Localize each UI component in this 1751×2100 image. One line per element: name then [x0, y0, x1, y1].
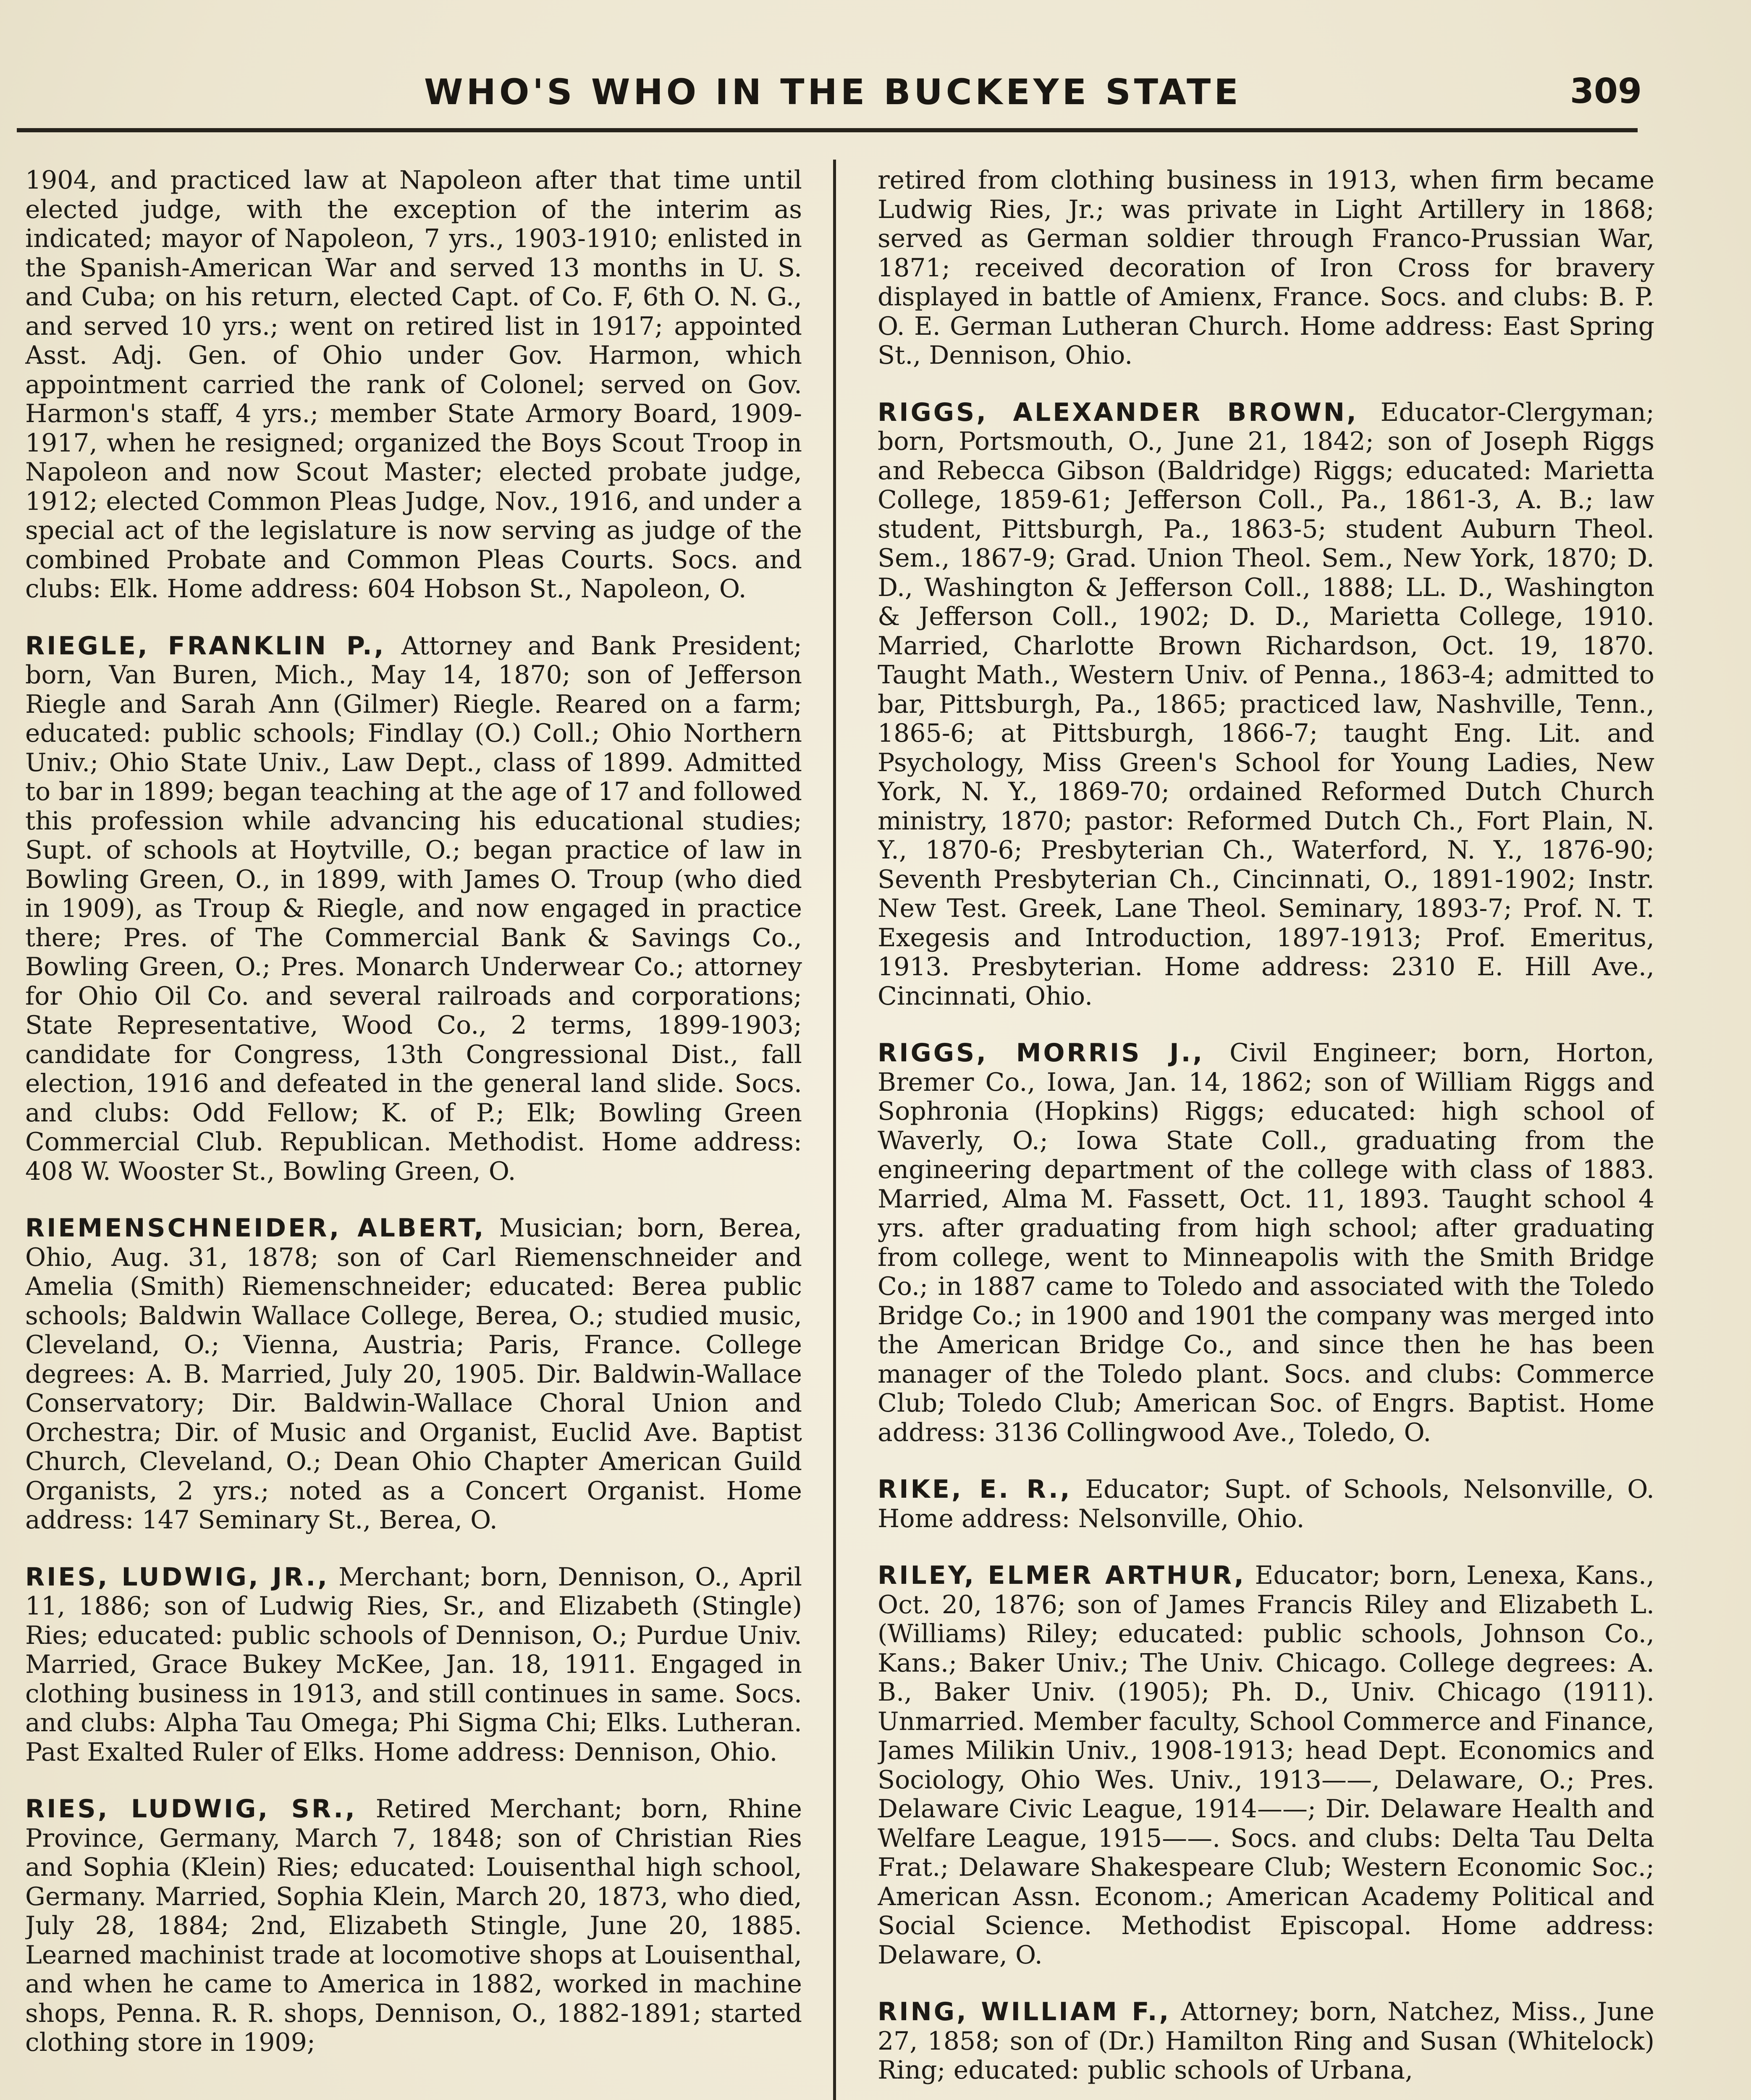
entry-name: RIGGS, MORRIS J., [878, 1038, 1205, 1068]
running-title: WHO'S WHO IN THE BUCKEYE STATE [424, 71, 1242, 113]
entry-text: Retired Merchant; born, Rhine Province, Germany, March 7, 1848; son of Christian Ries and Sophia (Klein) Ries; educated: Louisenthal high school, Germany. Married, Sophia Klein, March 20, 1873, who died, July 28, 1884; 2nd, Elizabeth Stingle, June 20, 1885. Learned machinist trade at locomotive shops at Louisenthal, and when he came to America in 1882, worked in machine shops, Penna. R. R. shops, Dennison, O., 1882-1891; started clothing store in 1909; [25, 1794, 802, 2057]
biography-entry [878, 1039, 1654, 1447]
entry-name: RIEGLE, FRANKLIN P., [25, 631, 386, 661]
right-column [878, 166, 1654, 2100]
entry-name: RIKE, E. R., [878, 1475, 1072, 1504]
entry-name: RING, WILLIAM F., [878, 1997, 1171, 2026]
entry-text: Educator-Clergyman; born, Portsmouth, O., June 21, 1842; son of Joseph Riggs and Rebecca Gibson (Baldridge) Riggs; educated: Marietta College, 1859-61; Jefferson Coll., Pa., 1861-3, A. B.; law student, Pittsburgh, Pa., 1863-5; student Auburn Theol. Sem., 1867-9; Grad. Union Theol. Sem., New York, 1870; D. D., Washington & Jefferson Coll., 1888; LL. D., Washington & Jefferson Coll., 1902; D. D., Marietta College, 1910. Married, Charlotte Brown Richardson, Oct. 19, 1870. Taught Math., Western Univ. of Penna., 1863-4; admitted to bar, Pittsburgh, Pa., 1865; practiced law, Nashville, Tenn., 1865-6; at Pittsburgh, 1866-7; taught Eng. Lit. and Psychology, Miss Green's School for Young Ladies, New York, N. Y., 1869-70; ordained Reformed Dutch Church ministry, 1870; pastor: Reformed Dutch Ch., Fort Plain, N. Y., 1870-6; Presbyterian Ch., Waterford, N. Y., 1876-90; Seventh Presbyterian Ch., Cincinnati, O., 1891-1902; Instr. New Test. Greek, Lane Theol. Seminary, 1893-7; Prof. N. T. Exegesis and Introduction, 1897-1913; Prof. Emeritus, 1913. Presbyterian. Home address: 2310 E. Hill Ave., Cincinnati, Ohio. [878, 397, 1654, 1011]
entry-text: Attorney; born, Natchez, Miss., June 27, 1858; son of (Dr.) Hamilton Ring and Susan (Whitelock) Ring; educated: public schools of Urbana, [878, 1997, 1654, 2085]
continued-entry: 1904, and practiced law at Napoleon after that time until elected judge, with the exception of the interim as indicated; mayor of Napoleon, 7 yrs., 1903-1910; enlisted in the Spanish-American War and served 13 months in U. S. and Cuba; on his return, elected Capt. of Co. F, 6th O. N. G., and served 10 yrs.; went on retired list in 1917; appointed Asst. Adj. Gen. of Ohio under Gov. Harmon, which appointment carried the rank of Colonel; served on Gov. Harmon's staff, 4 yrs.; member State Armory Board, 1909-1917, when he resigned; organized the Boys Scout Troop in Napoleon and now Scout Master; elected probate judge, 1912; elected Common Pleas Judge, Nov., 1916, and under a special act of the legislature is now serving as judge of the combined Probate and Common Pleas Courts. Socs. and clubs: Elk. Home address: 604 Hobson St., Napoleon, O. [25, 166, 802, 604]
biography-entry [878, 398, 1654, 1011]
entry-text: Attorney and Bank President; born, Van Buren, Mich., May 14, 1870; son of Jefferson Riegle and Sarah Ann (Gilmer) Riegle. Reared on a farm; educated: public schools; Findlay (O.) Coll.; Ohio Northern Univ.; Ohio State Univ., Law Dept., class of 1899. Admitted to bar in 1899; began teaching at the age of 17 and followed this profession while advancing his educational studies; Supt. of schools at Hoytville, O.; began practice of law in Bowling Green, O., in 1899, with James O. Troup (who died in 1909), as Troup & Riegle, and now engaged in practice there; Pres. of The Commercial Bank & Savings Co., Bowling Green, O.; Pres. Monarch Underwear Co.; attorney for Ohio Oil Co. and several railroads and corporations; State Representative, Wood Co., 2 terms, 1899-1903; candidate for Congress, 13th Congressional Dist., fall election, 1916 and defeated in the general land slide. Socs. and clubs: Odd Fellow; K. of P.; Elk; Bowling Green Commercial Club. Republican. Methodist. Home address: 408 W. Wooster St., Bowling Green, O. [25, 631, 802, 1186]
biography-entry [25, 632, 802, 1186]
biography-entry [25, 1795, 802, 2058]
entry-name: RIEMENSCHNEIDER, ALBERT, [25, 1213, 486, 1243]
entry-name: RIES, LUDWIG, JR., [25, 1562, 329, 1592]
entry-name: RIES, LUDWIG, SR., [25, 1794, 357, 1824]
entry-text: Educator; born, Lenexa, Kans., Oct. 20, 1876; son of James Francis Riley and Elizabeth L. (Williams) Riley; educated: public schools, Johnson Co., Kans.; Baker Univ.; The Univ. Chicago. College degrees: A. B., Baker Univ. (1905); Ph. D., Univ. Chicago (1911). Unmarried. Member faculty, School Commerce and Finance, James Milikin Univ., 1908-1913; head Dept. Economics and Sociology, Ohio Wes. Univ., 1913——, Delaware, O.; Pres. Delaware Civic League, 1914——; Dir. Delaware Health and Welfare League, 1915——. Socs. and clubs: Delta Tau Delta Frat.; Delaware Shakespeare Club; Western Economic Soc.; American Assn. Econom.; American Academy Political and Social Science. Methodist Episcopal. Home address: Delaware, O. [878, 1561, 1654, 1970]
entry-text: Civil Engineer; born, Horton, Bremer Co., Iowa, Jan. 14, 1862; son of William Riggs and Sophronia (Hopkins) Riggs; educated: high school of Waverly, O.; Iowa State Coll., graduating from the engineering department of the college with class of 1883. Married, Alma M. Fassett, Oct. 11, 1893. Taught school 4 yrs. after graduating from high school; after graduating from college, went to Minneapolis with the Smith Bridge Co.; in 1887 came to Toledo and associated with the Toledo Bridge Co.; in 1900 and 1901 the company was merged into the American Bridge Co., and since then he has been manager of the Toledo plant. Socs. and clubs: Commerce Club; Toledo Club; American Soc. of Engrs. Baptist. Home address: 3136 Collingwood Ave., Toledo, O. [878, 1038, 1654, 1447]
left-column [25, 166, 802, 2100]
entry-name: RIGGS, ALEXANDER BROWN, [878, 397, 1358, 427]
header-rule [17, 128, 1638, 132]
running-header [25, 63, 1642, 113]
entry-name: RILEY, ELMER ARTHUR, [878, 1561, 1246, 1590]
biography-entry [878, 1998, 1654, 2085]
entry-text: Educator; Supt. of Schools, Nelsonville, O. Home address: Nelsonville, Ohio. [878, 1475, 1654, 1533]
biography-entry [25, 1563, 802, 1767]
page-number: 309 [1570, 71, 1642, 111]
biography-entry [878, 1475, 1654, 1533]
biography-entry [878, 1561, 1654, 1970]
entry-text: Musician; born, Berea, Ohio, Aug. 31, 1878; son of Carl Riemenschneider and Amelia (Smith) Riemenschneider; educated: Berea public schools; Baldwin Wallace College, Berea, O.; studied music, Cleveland, O.; Vienna, Austria; Paris, France. College degrees: A. B. Married, July 20, 1905. Dir. Baldwin-Wallace Conservatory; Dir. Baldwin-Wallace Choral Union and Orchestra; Dir. of Music and Organist, Euclid Ave. Baptist Church, Cleveland, O.; Dean Ohio Chapter American Guild Organists, 2 yrs.; noted as a Concert Organist. Home address: 147 Seminary St., Berea, O. [25, 1213, 802, 1535]
column-divider [833, 160, 836, 2100]
biography-entry [25, 1214, 802, 1535]
entry-text: Merchant; born, Dennison, O., April 11, 1886; son of Ludwig Ries, Sr., and Elizabeth (Stingle) Ries; educated: public schools of Dennison, O.; Purdue Univ. Married, Grace Bukey McKee, Jan. 18, 1911. Engaged in clothing business in 1913, and still continues in same. Socs. and clubs: Alpha Tau Omega; Phi Sigma Chi; Elks. Lutheran. Past Exalted Ruler of Elks. Home address: Dennison, Ohio. [25, 1562, 802, 1767]
continued-entry: retired from clothing business in 1913, when firm became Ludwig Ries, Jr.; was private in Light Artillery in 1868; served as German soldier through Franco-Prussian War, 1871; received decoration of Iron Cross for bravery displayed in battle of Amienx, France. Socs. and clubs: B. P. O. E. German Lutheran Church. Home address: East Spring St., Dennison, Ohio. [878, 166, 1654, 370]
